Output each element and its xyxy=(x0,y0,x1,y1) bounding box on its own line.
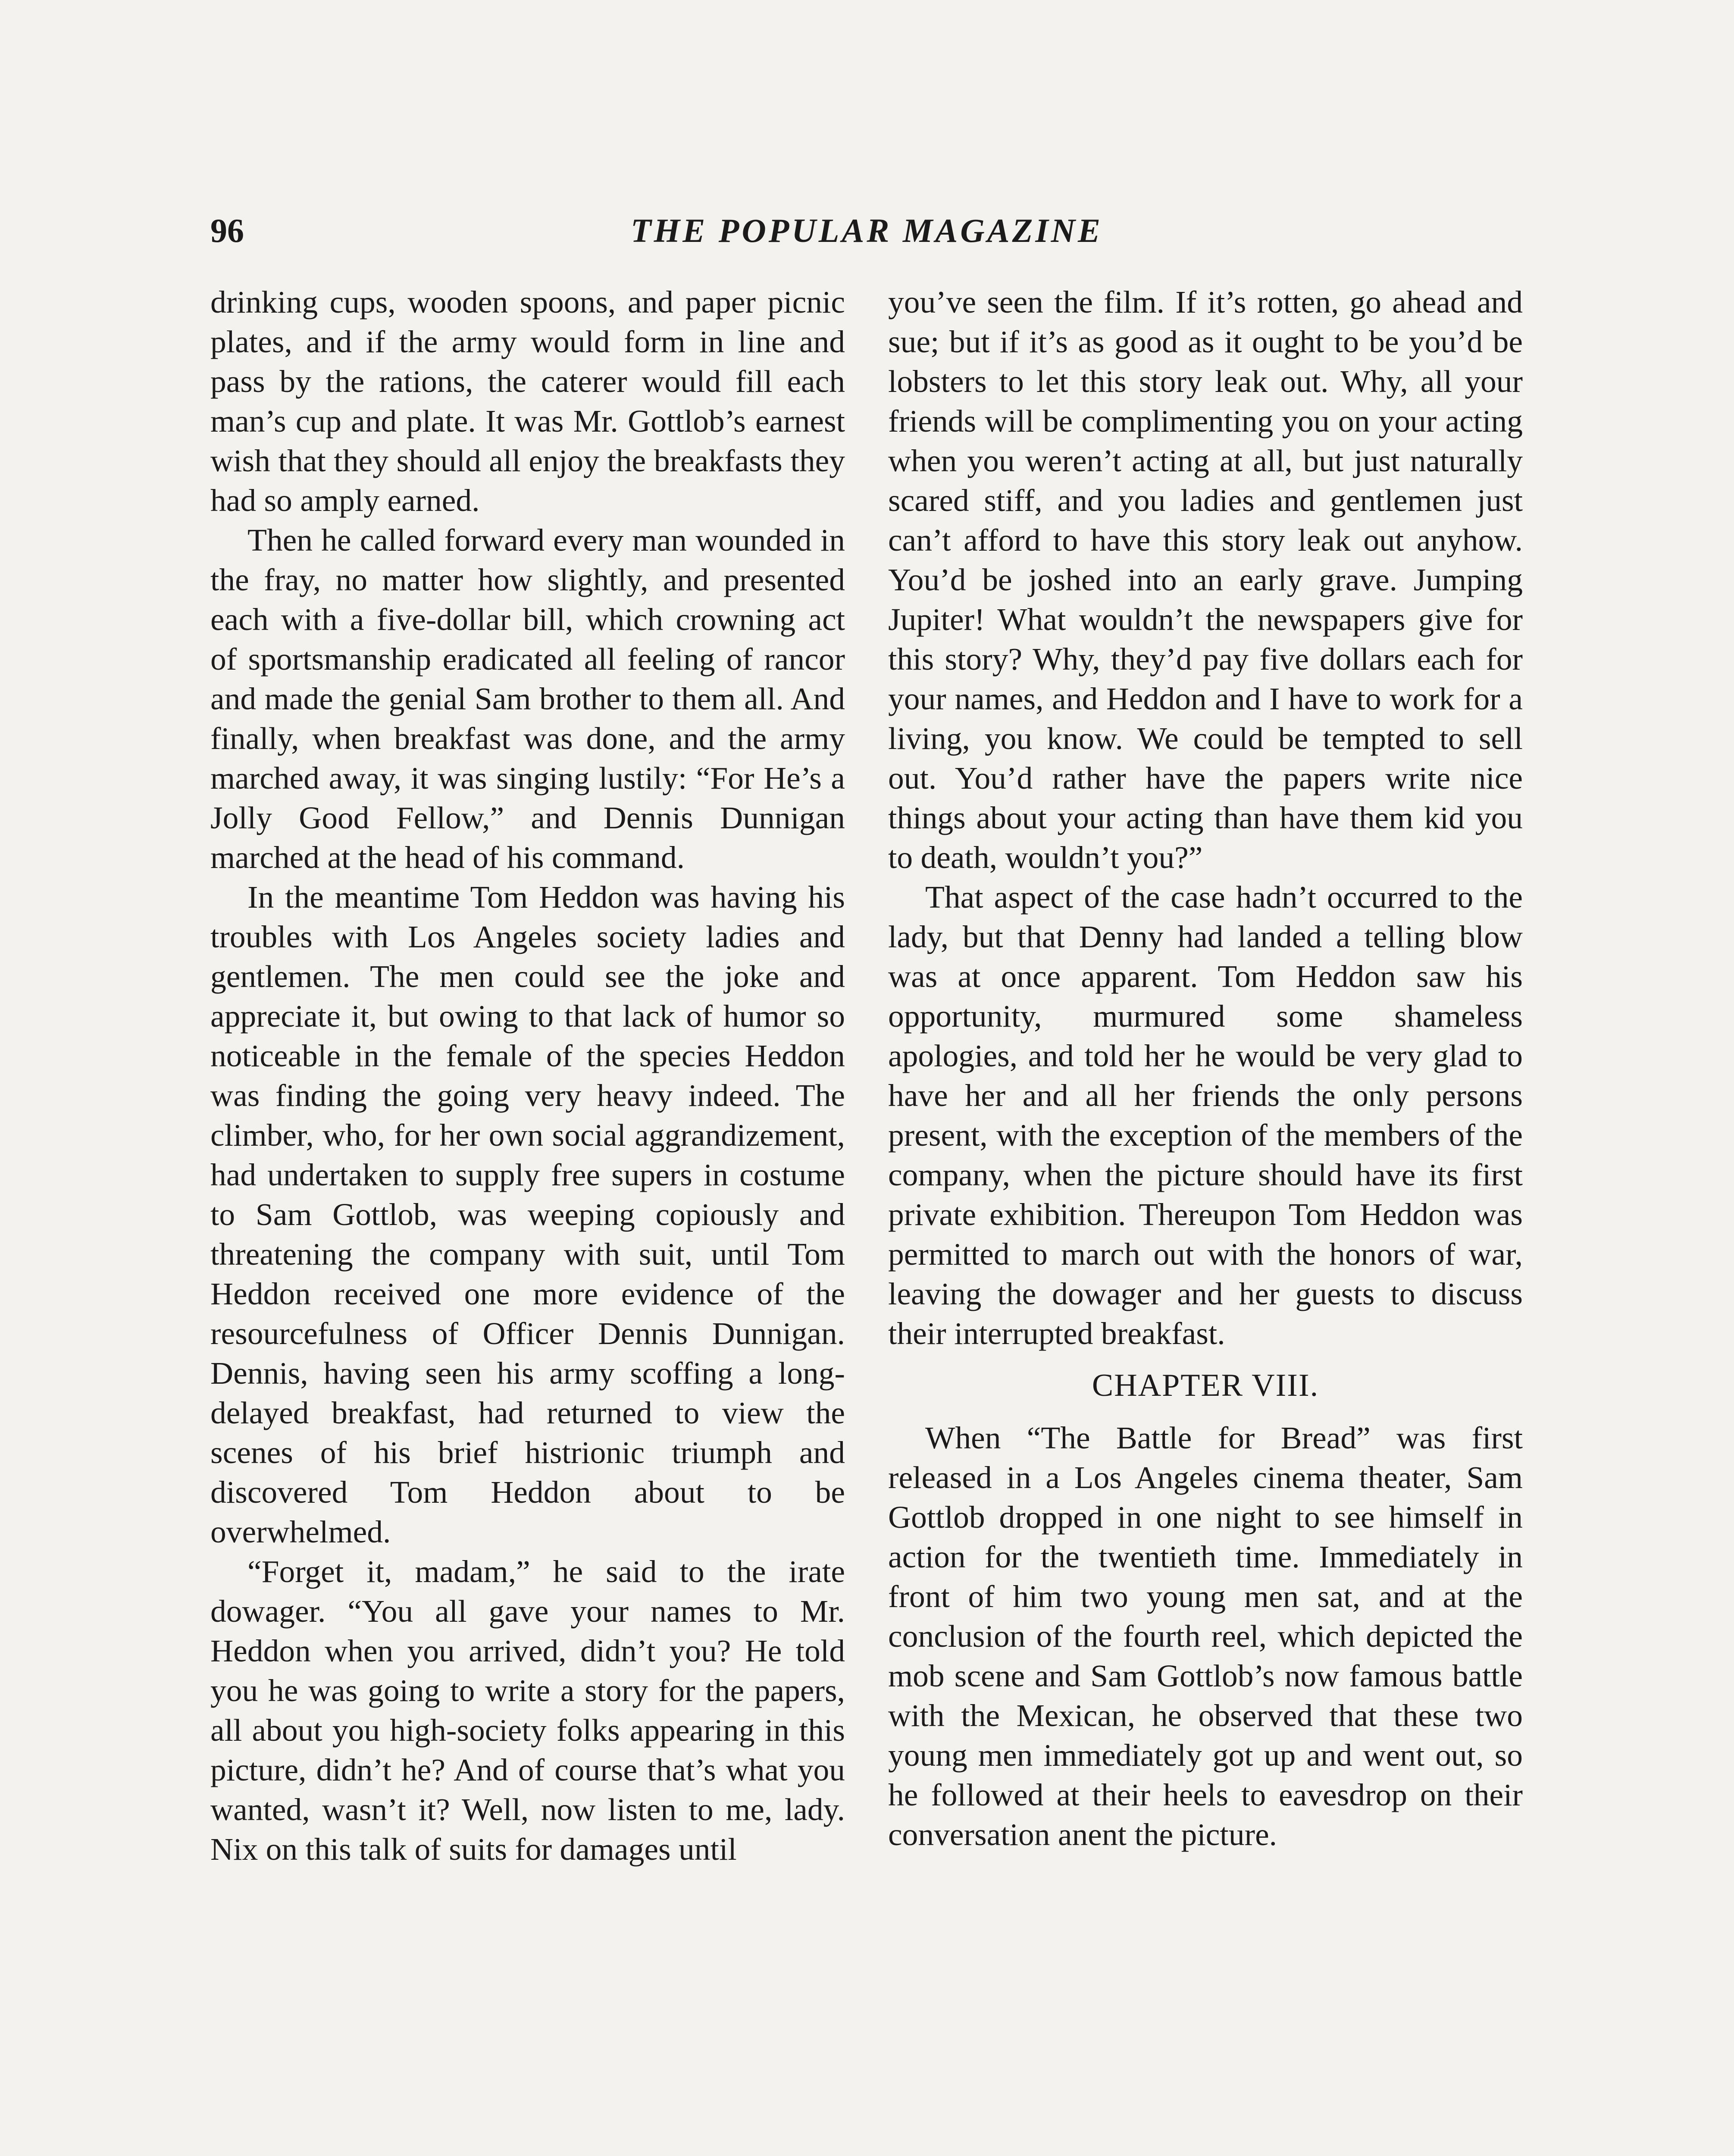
left-column xyxy=(210,282,845,1869)
running-head: THE POPULAR MAGAZINE xyxy=(630,212,1103,249)
page-header xyxy=(210,207,1523,254)
page-number: 96 xyxy=(210,212,244,249)
right-column xyxy=(888,282,1523,1855)
paragraph: In the meantime Tom Heddon was having his troubles with Los Angeles society ladies and gentlemen. The men could see the joke and appreciate it, but owing to that lack of humor so noticeable in the female of the species Heddon was finding the going very heavy indeed. The climber, who, for her own social aggrandizement, had undertaken to supply free supers in costume to Sam Gottlob, was weeping copiously and threatening the company with suit, until Tom Heddon received one more evidence of the resourcefulness of Officer Dennis Dunnigan. Dennis, having seen his army scoffing a long-delayed breakfast, had returned to view the scenes of his brief histrionic triumph and discovered Tom Heddon about to be overwhelmed. xyxy=(210,880,845,1549)
paragraph: Then he called forward every man wounded in the fray, no matter how slightly, and presented each with a five-dollar bill, which crowning act of sportsmanship eradicated all feeling of rancor and made the genial Sam brother to them all. And finally, when breakfast was done, and the army marched away, it was singing lustily: “For He’s a Jolly Good Fellow,” and Dennis Dunnigan marched at the head of his command. xyxy=(210,523,845,875)
paragraph: drinking cups, wooden spoons, and paper picnic plates, and if the army would form in line and pass by the rations, the caterer would fill each man’s cup and plate. It was Mr. Gottlob’s earnest wish that they should all enjoy the breakfasts they had so amply earned. xyxy=(210,285,845,518)
paragraph: you’ve seen the film. If it’s rotten, go ahead and sue; but if it’s as good as it ought to be you’d be lobsters to let this story leak out. Why, all your friends will be complimenting you on your acting when you weren’t acting at all, but just naturally scared stiff, and you ladies and gentlemen just can’t afford to have this story leak out anyhow. You’d be joshed into an early grave. Jumping Jupiter! What wouldn’t the newspapers give for this story? Why, they’d pay five dollars each for your names, and Heddon and I have to work for a living, you know. We could be tempted to sell out. You’d rather have the papers write nice things about your acting than have them kid you to death, wouldn’t you?” xyxy=(888,285,1523,875)
paragraph: That aspect of the case hadn’t occurred to the lady, but that Denny had landed a telling blow was at once apparent. Tom Heddon saw his opportunity, murmured some shameless apologies, and told her he would be very glad to have her and all her friends the only persons present, with the exception of the members of the company, when the picture should have its first private exhibition. Thereupon Tom Heddon was permitted to march out with the honors of war, leaving the dowager and her guests to discuss their interrupted breakfast. xyxy=(888,880,1523,1351)
paragraph: When “The Battle for Bread” was first released in a Los Angeles cinema theater, Sam Gottlob dropped in one night to see himself in action for the twentieth time. Immediately in front of him two young men sat, and at the conclusion of the fourth reel, which depicted the mob scene and Sam Gottlob’s now famous battle with the Mexican, he observed that these two young men immediately got up and went out, so he followed at their heels to eavesdrop on their conversation anent the picture. xyxy=(888,1420,1523,1852)
chapter-heading: CHAPTER VIII. xyxy=(1092,1368,1319,1403)
paragraph: “Forget it, madam,” he said to the irate dowager. “You all gave your names to Mr. Heddon when you arrived, didn’t you? He told you he was going to write a story for the papers, all about you high-society folks appearing in this picture, didn’t he? And of course that’s what you wanted, wasn’t it? Well, now listen to me, lady. Nix on this talk of suits for damages until xyxy=(210,1554,845,1867)
